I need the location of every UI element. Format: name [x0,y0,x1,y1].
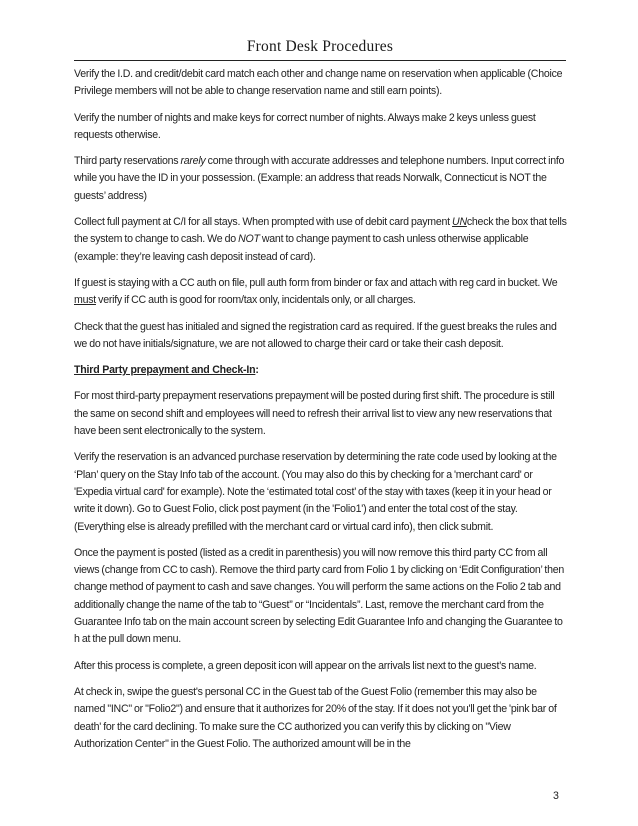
paragraph [74,66,568,101]
text-run: If guest is staying with a CC auth on file, pull auth form from binder or fax and attach with reg card in bucket. We [74,276,558,289]
text-run: verify if CC auth is good for room/tax only, incidentals only, or all charges. [95,294,416,307]
paragraph [74,319,568,354]
text-run: Third party reservations [74,155,181,168]
paragraph [74,214,568,266]
text-run: check the box that tells the system to change to cash. We do [74,216,567,246]
paragraph [74,153,568,205]
paragraph [74,658,568,675]
text-run: Verify the reservation is an advanced purchase reservation by determining the rate code used by looking at the ‘Plan’ query on the Stay Info tab of the account. (You may also do this by checking for a 'merchant card' or 'Expedia virtual card' for example). Note the ‘estimated total cost’ of the stay with taxes (keep it in your head or write it down). Go to Guest Folio, click post payment (in the 'Folio1') and enter the total cost of the stay. (Everything else is already prefilled with the merchant card or virtual card info), then click submit. [74,451,557,533]
paragraph [74,110,568,145]
header-divider [74,60,566,61]
section-heading-text: Third Party prepayment and Check-In [74,364,256,377]
text-run: want to change payment to cash unless otherwise applicable (example: they’re leaving cash deposit instead of card). [74,233,529,263]
emphasis-italic: NOT [238,233,260,246]
emphasis-italic: rarely [180,155,206,168]
paragraph [74,449,568,535]
text-run: Once the payment is posted (listed as a credit in parenthesis) you will now remove this third party CC from all views (change from CC to cash). Remove the third party card from Folio 1 by clicking on ‘Edit Configuration’ then change method of payment to cash and save changes. You will perform the same actions on the Folio 2 tab and additionally change the name of the tab to “Guest” or “Incidentals”. Last, remove the merchant card from the Guarantee Info tab on the main account screen by selecting Edit Guarantee Info and changing the Guarantee to h at the pull down menu. [74,546,565,646]
emphasis-underline: must [74,294,96,307]
text-run: After this process is complete, a green deposit icon will appear on the arrivals list next to the guest’s name. [74,659,537,672]
page-header-title: Front Desk Procedures [246,38,394,55]
document-body [74,66,568,762]
paragraph [74,545,568,649]
paragraph [74,684,568,753]
text-run: At check in, swipe the guest's personal CC in the Guest tab of the Guest Folio (remember this may also be named "INC" or "Folio2") and ensure that it authorizes for 20% of the stay. If it does not you'll get the 'pink bar of death' for the card declining. To make sure the CC authorized you can verify this by clicking on "View Authorization Center" in the Guest Folio. The authorized amount will be in the [74,685,557,750]
section-heading-colon: : [255,364,259,377]
text-run: For most third-party prepayment reservations prepayment will be posted during first shift. The procedure is still the same on second shift and employees will need to refresh their arrival list to view any new reservations that have been sent electronically to the system. [74,390,555,438]
page-number: 3 [553,790,559,802]
paragraph [74,388,568,440]
text-run: Check that the guest has initialed and signed the registration card as required. If the guest breaks the rules and we do not have initials/signature, we are not allowed to charge their card or take their cash deposit. [74,320,557,350]
text-run: come through with accurate addresses and telephone numbers. Input correct info while you have the ID in your possession. (Example: an address that reads Norwalk, Connecticut is NOT the guests’ address) [74,155,565,202]
paragraph [74,275,568,310]
section-heading [74,362,568,379]
emphasis-italic-underline: UN [452,216,467,229]
text-run: Verify the number of nights and make keys for correct number of nights. Always make 2 keys unless guest requests otherwise. [74,111,536,141]
text-run: Verify the I.D. and credit/debit card match each other and change name on reservation when applicable (Choice Privilege members will not be able to change reservation name and still earn points). [74,68,563,98]
text-run: Collect full payment at C/I for all stays. When prompted with use of debit card payment [74,216,453,229]
